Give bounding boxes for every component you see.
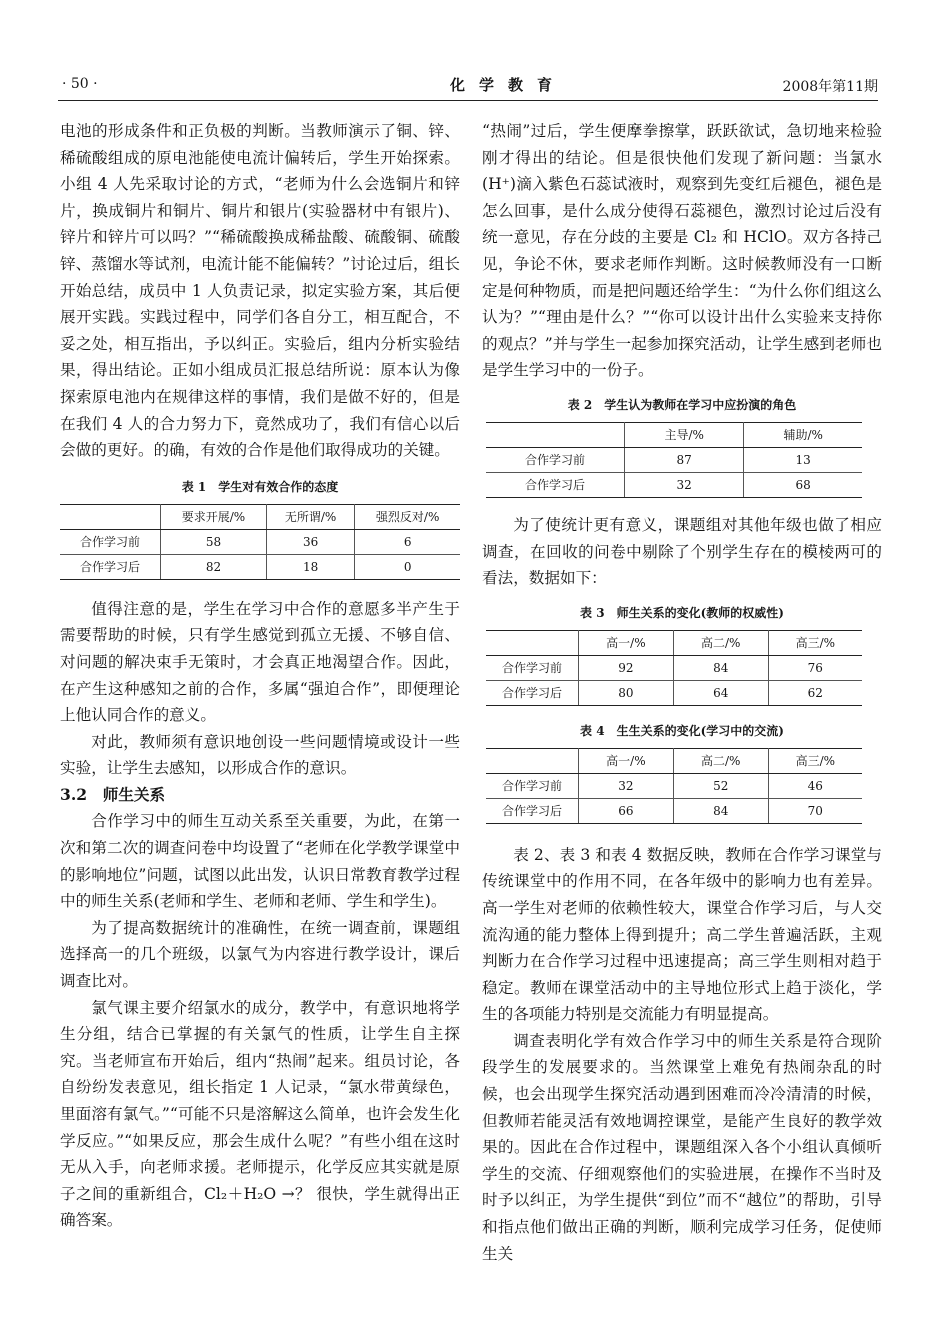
paragraph: 氯气课主要介绍氯水的成分，教学中，有意识地将学生分组，结合已掌握的有关氯气的性质，让学生自主探究。当老师宣布开始后，组内“热闹”起来。组员讨论，各自纷纷发表意见，组长指定 1 人记录，“氯水带黄绿色，里面溶有氯气。”“可能不只是溶解这么简单，也许会发生化学反应。”“如果反应，那会生成什么呢？”有些小组在这时无从入手，向老师求援。老师提示，化学反应其实就是原子之间的重新组合，Cl₂＋H₂O →？ 很快，学生就得出正确答案。	[60, 998, 460, 1230]
paragraph: 对此，教师须有意识地创设一些问题情境或设计一些实验，让学生去感知，以形成合作的意识。	[60, 732, 460, 778]
table-cell: 合作学习后	[486, 472, 625, 497]
table-header-cell: 高二/%	[673, 630, 768, 655]
table-cell: 32	[579, 773, 674, 798]
table-cell: 66	[579, 798, 674, 823]
table-cell: 13	[744, 447, 862, 472]
right-column	[482, 118, 882, 1267]
paragraph: 合作学习中的师生互动关系至关重要，为此，在第一次和第二次的调查问卷中均设置了“老师在化学教学课堂中的影响地位”问题，试图以此出发，认识日常教育教学过程中的师生关系(老师和学生、老师和老师、学生和学生)。	[60, 812, 460, 911]
table-cell: 64	[673, 680, 768, 705]
table-header-cell: 高三/%	[768, 630, 862, 655]
table-cell: 87	[625, 447, 744, 472]
table-header-cell	[486, 630, 579, 655]
table-cell: 合作学习前	[60, 529, 161, 554]
table-cell: 80	[579, 680, 674, 705]
paragraph: 调查表明化学有效合作学习中的师生关系是符合现阶段学生的发展要求的。当然课堂上难免有热闹杂乱的时候，也会出现学生探究活动遇到困难而冷冷清清的时候，但教师若能灵活有效地调控课堂，是能产生良好的教学效果的。因此在合作过程中，课题组深入各个小组认真倾听学生的交流、仔细观察他们的实验进展，在操作不当时及时予以纠正，为学生提供“到位”而不“越位”的帮助，引导和指点他们做出正确的判断，顺利完成学习任务，促使师生关	[482, 1031, 882, 1263]
table-row	[60, 529, 460, 554]
table-cell: 92	[579, 655, 674, 680]
table-cell: 36	[266, 529, 354, 554]
issue-label: 2008年第11期	[782, 79, 878, 95]
table-row	[486, 472, 862, 497]
table-2	[486, 422, 862, 498]
table-row	[486, 680, 862, 705]
page-header	[58, 72, 878, 101]
paragraph: 表 2、表 3 和表 4 数据反映，教师在合作学习课堂与传统课堂中的作用不同，在各年级中的影响力也有差异。高一学生对老师的依赖性较大，课堂合作学习后，与人交流沟通的能力整体上得到提升；高二学生普遍活跃，主观判断力在合作学习过程中迅速提高；高三学生则相对趋于稳定。教师在课堂活动中的主导地位形式上趋于淡化，学生的各项能力特别是交流能力有明显提高。	[482, 845, 882, 1024]
table-cell: 62	[768, 680, 862, 705]
table-row	[60, 554, 460, 579]
table-caption: 表 1 学生对有效合作的态度	[181, 479, 339, 494]
journal-title: 化学教育	[449, 76, 566, 94]
table-cell: 6	[355, 529, 460, 554]
table-cell: 合作学习后	[486, 798, 579, 823]
table-header-cell: 高一/%	[579, 748, 674, 773]
table-header-cell	[486, 422, 625, 447]
table-cell: 84	[673, 655, 768, 680]
table-header-cell: 无所谓/%	[266, 504, 354, 529]
table-header-cell: 强烈反对/%	[355, 504, 460, 529]
table-header-cell	[486, 748, 579, 773]
table-header-cell	[60, 504, 161, 529]
table-row	[486, 773, 862, 798]
table-header-cell: 高一/%	[579, 630, 674, 655]
table-header-cell: 主导/%	[625, 422, 744, 447]
table-cell: 58	[161, 529, 267, 554]
table-cell: 合作学习前	[486, 773, 579, 798]
table-cell: 84	[673, 798, 768, 823]
table-caption: 表 3 师生关系的变化(教师的权威性)	[580, 605, 784, 620]
table-row	[486, 447, 862, 472]
paragraph: 值得注意的是，学生在学习中合作的意愿多半产生于需要帮助的时候，只有学生感觉到孤立无援、不够自信、对问题的解决束手无策时，才会真正地渴望合作。因此，在产生这种感知之前的合作，多属“强迫合作”，即便理论上他认同合作的意义。	[60, 599, 460, 725]
table-cell: 68	[744, 472, 862, 497]
table-cell: 70	[768, 798, 862, 823]
left-column	[60, 118, 460, 1234]
table-caption: 表 4 生生关系的变化(学习中的交流)	[580, 723, 784, 738]
paragraph: “热闹”过后，学生便摩拳擦掌，跃跃欲试，急切地来检验刚才得出的结论。但是很快他们发现了新问题：当氯水(H⁺)滴入紫色石蕊试液时，观察到先变红后褪色，褪色是怎么回事，是什么成分使得石蕊褪色，激烈讨论过后没有统一意见，存在分歧的主要是 Cl₂ 和 HClO。双方各持己见，争论不休，要求老师作判断。这时候教师没有一口断定是何种物质，而是把问题还给学生：“为什么你们组这么认为？”“理由是什么？”“你可以设计出什么实验来支持你的观点？”并与学生一起参加探究活动，让学生感到老师也是学生学习中的一份子。	[482, 122, 882, 380]
table-cell: 82	[161, 554, 267, 579]
table-cell: 52	[673, 773, 768, 798]
table-row	[486, 798, 862, 823]
table-cell: 76	[768, 655, 862, 680]
paragraph: 为了使统计更有意义，课题组对其他年级也做了相应调查，在回收的问卷中剔除了个别学生存在的模棱两可的看法，数据如下：	[482, 515, 882, 588]
paragraph: 为了提高数据统计的准确性，在统一调查前，课题组选择高一的几个班级，以氯气为内容进行教学设计，课后调查比对。	[60, 918, 460, 991]
table-cell: 18	[266, 554, 354, 579]
table-row	[486, 655, 862, 680]
table-header-cell: 高二/%	[673, 748, 768, 773]
table-cell: 46	[768, 773, 862, 798]
table-cell: 0	[355, 554, 460, 579]
table-header-cell: 高三/%	[768, 748, 862, 773]
table-cell: 合作学习后	[486, 680, 579, 705]
section-heading: 3.2 师生关系	[60, 784, 166, 804]
table-caption: 表 2 学生认为教师在学习中应扮演的角色	[567, 397, 797, 412]
table-cell: 合作学习前	[486, 447, 625, 472]
paragraph: 电池的形成条件和正负极的判断。当教师演示了铜、锌、稀硫酸组成的原电池能使电流计偏转后，学生开始探索。小组 4 人先采取讨论的方式，“老师为什么会选铜片和锌片，换成铜片和铜片、铜片和银片(实验器材中有银片)、锌片和锌片可以吗？”“稀硫酸换成稀盐酸、硫酸铜、硫酸锌、蒸馏水等试剂，电流计能不能偏转？”讨论过后，组长开始总结，成员中 1 人负责记录，拟定实验方案，其后便展开实践。实践过程中，同学们各自分工，相互配合，不妥之处，相互指出，予以纠正。实验后，组内分析实验结果，得出结论。正如小组成员汇报总结所说：原本认为像探索原电池内在规律这样的事情，我们是做不好的，但是在我们 4 人的合力努力下，竟然成功了，我们有信心以后会做的更好。的确，有效的合作是他们取得成功的关键。	[60, 122, 460, 460]
table-3	[486, 630, 862, 706]
table-header-cell: 辅助/%	[744, 422, 862, 447]
table-4	[486, 748, 862, 824]
table-cell: 合作学习后	[60, 554, 161, 579]
page-number: · 50 ·	[62, 76, 98, 92]
table-cell: 32	[625, 472, 744, 497]
table-1	[60, 504, 460, 580]
table-header-cell: 要求开展/%	[161, 504, 267, 529]
table-cell: 合作学习前	[486, 655, 579, 680]
